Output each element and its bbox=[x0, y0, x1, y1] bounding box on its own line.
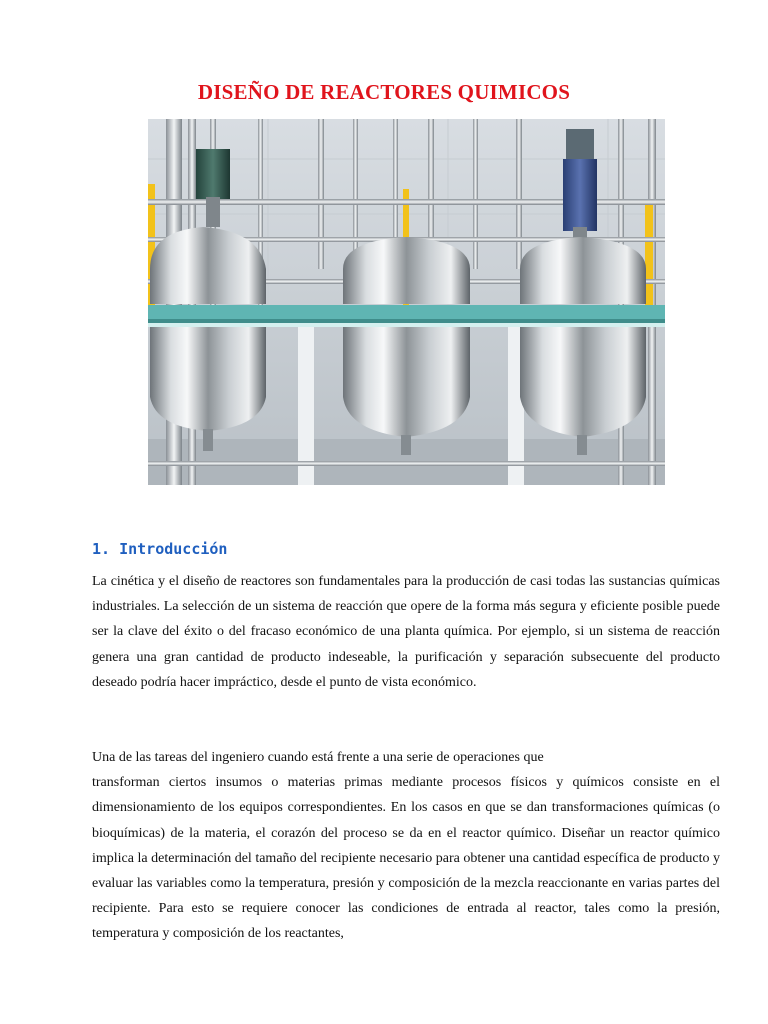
paragraph-2-lead: Una de las tareas del ingeniero cuando está frente a una serie de operaciones que bbox=[92, 750, 544, 765]
paragraph-2 bbox=[92, 745, 720, 947]
section-number: 1. bbox=[92, 540, 111, 558]
paragraph-2-body: transforman ciertos insumos o materias primas mediante procesos físicos y químicos consiste en el dimensionamiento de los equipos correspondientes. En los casos en que se dan transformaciones químicas (o bioquímicas) de la materia, el corazón del proceso se da en el reactor químico. Diseñar un reactor químico implica la determinación del tamaño del recipiente necesario para obtener una cantidad específica de producto y evaluar las variables como la temperatura, presión y composición de la mezcla reaccionante en varias partes del recipiente. Para esto se requiere conocer las condiciones de entrada al reactor, tales como la presión, temperatura y composición de los reactantes, bbox=[92, 775, 720, 942]
reactor-photo bbox=[148, 119, 665, 485]
document-title: DISEÑO DE REACTORES QUIMICOS bbox=[197, 80, 571, 104]
paragraph-1: La cinética y el diseño de reactores son fundamentales para la producción de casi todas las sustancias químicas industriales. La selección de un sistema de reacción que opere de la forma más segura y eficiente posible puede ser la clave del éxito o del fracaso económico de una planta química. Por ejemplo, si un sistema de reacción genera una gran cantidad de producto indeseable, la purificación y separación subsecuente del producto deseado podría hacer impráctico, desde el punto de vista económico. bbox=[92, 574, 720, 690]
section-heading bbox=[92, 540, 227, 558]
section-title: Introducción bbox=[119, 540, 228, 558]
